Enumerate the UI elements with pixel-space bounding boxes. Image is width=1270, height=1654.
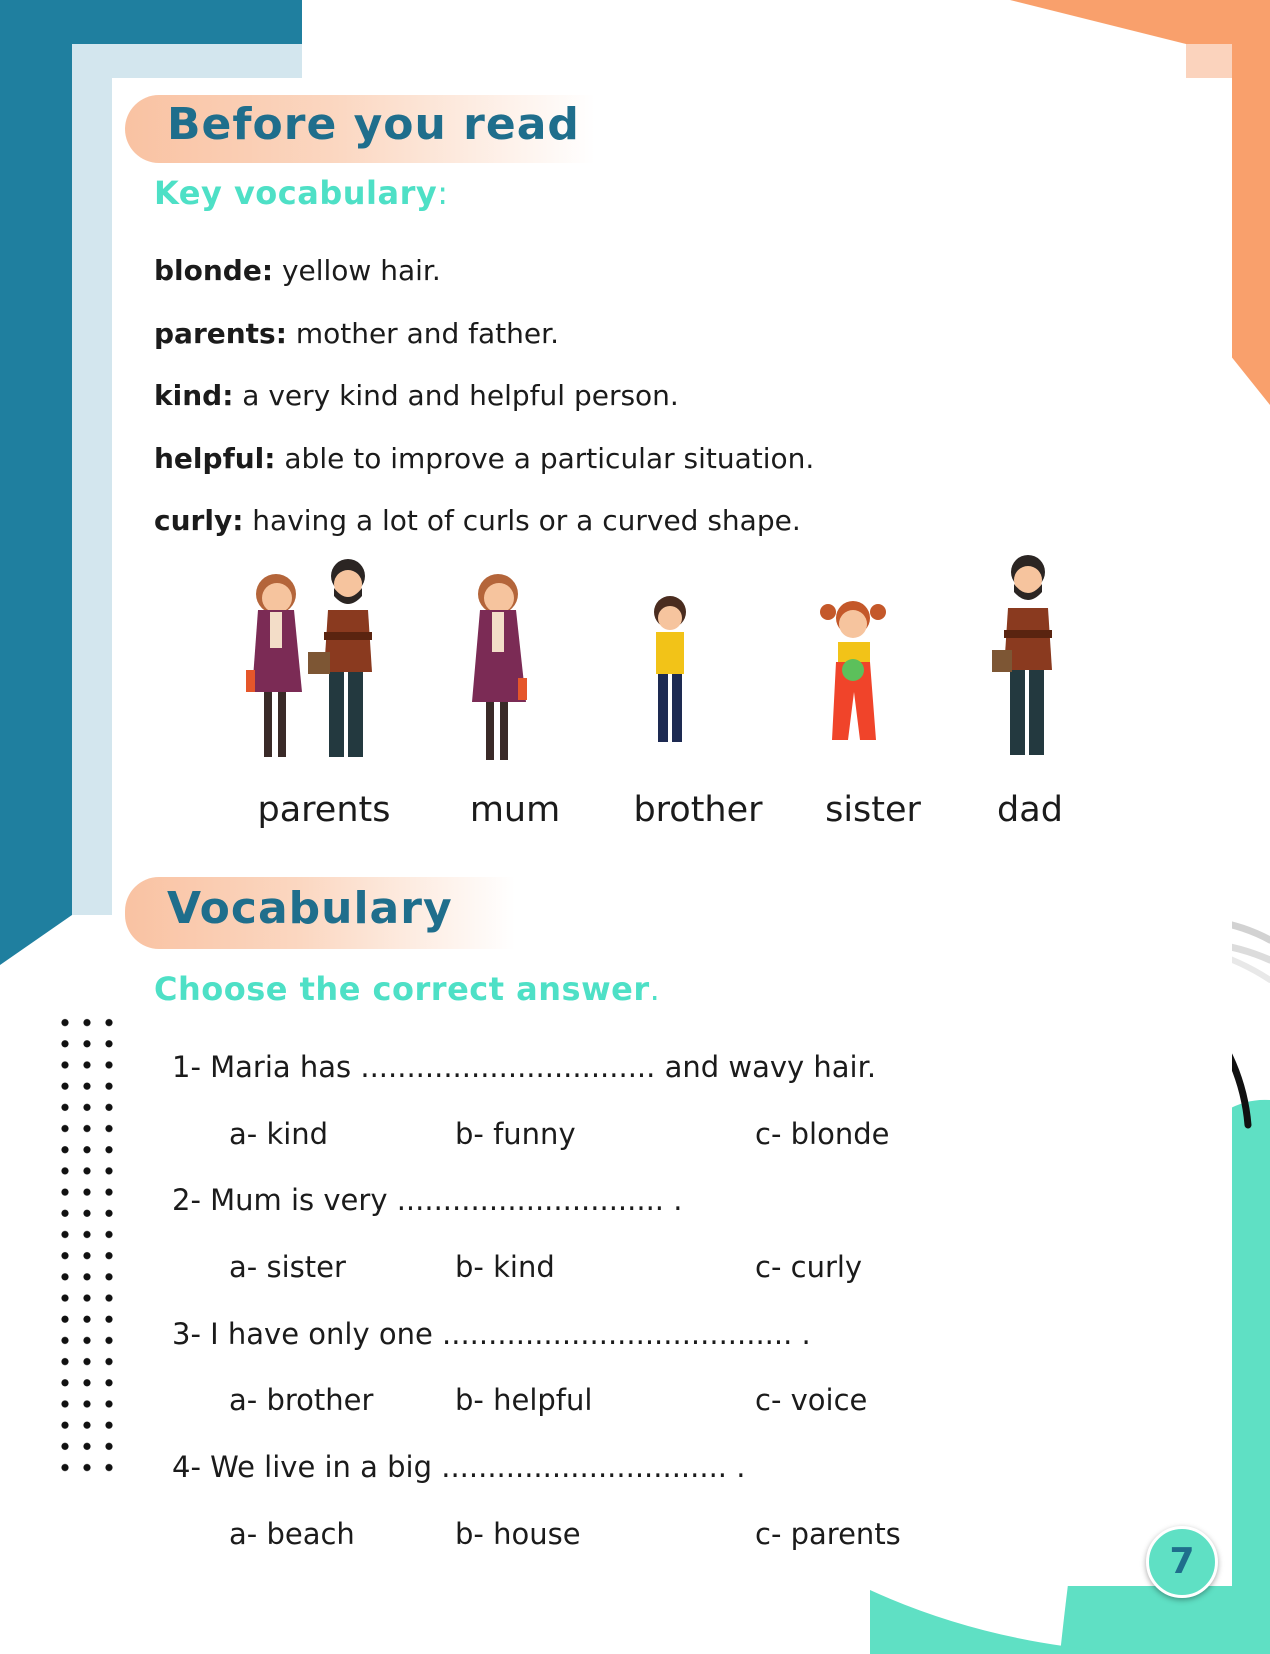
section-heading-vocabulary <box>125 877 515 949</box>
definition-parents: parents: mother and father. <box>154 317 559 350</box>
picture-label-sister: sister <box>825 790 921 830</box>
content-card <box>112 78 1232 1586</box>
picture-label-parents: parents <box>257 790 391 830</box>
brother-illustration <box>640 552 700 777</box>
page-number: 7 <box>1146 1526 1218 1598</box>
option-2b[interactable]: b- kind <box>455 1250 555 1284</box>
decorative-dot-grid <box>54 1012 124 1472</box>
option-4a[interactable]: a- beach <box>229 1517 355 1551</box>
option-2a[interactable]: a- sister <box>229 1250 346 1284</box>
option-3b[interactable]: b- helpful <box>455 1383 593 1417</box>
section-title: Before you read <box>167 99 580 150</box>
definition-kind: kind: a very kind and helpful person. <box>154 379 679 412</box>
picture-label-brother: brother <box>633 790 763 830</box>
option-3c[interactable]: c- voice <box>755 1383 868 1417</box>
option-1c[interactable]: c- blonde <box>755 1117 890 1151</box>
definition-blonde: blonde: yellow hair. <box>154 254 441 287</box>
dad-illustration <box>988 552 1068 777</box>
option-1a[interactable]: a- kind <box>229 1117 329 1151</box>
picture-label-mum: mum <box>469 790 561 830</box>
parents-illustration <box>244 552 384 777</box>
option-2c[interactable]: c- curly <box>755 1250 863 1284</box>
option-4b[interactable]: b- house <box>455 1517 581 1551</box>
mum-illustration <box>466 552 536 777</box>
picture-label-dad: dad <box>997 790 1063 830</box>
key-vocabulary-label: Key vocabulary: <box>154 174 449 212</box>
definition-helpful: helpful: able to improve a particular situation. <box>154 442 815 475</box>
question-4: 4- We live in a big ............................... . <box>172 1450 746 1484</box>
section-title: Vocabulary <box>167 883 453 934</box>
question-1: 1- Maria has ................................ and wavy hair. <box>172 1050 877 1084</box>
sister-illustration <box>814 552 894 777</box>
option-3a[interactable]: a- brother <box>229 1383 374 1417</box>
option-4c[interactable]: c- parents <box>755 1517 901 1551</box>
question-2: 2- Mum is very ............................. . <box>172 1183 683 1217</box>
option-1b[interactable]: b- funny <box>455 1117 576 1151</box>
instruction-text: Choose the correct answer. <box>154 970 661 1008</box>
definition-curly: curly: having a lot of curls or a curved shape. <box>154 504 801 537</box>
section-heading-before-you-read <box>125 95 595 163</box>
question-3: 3- I have only one ...................................... . <box>172 1317 811 1351</box>
